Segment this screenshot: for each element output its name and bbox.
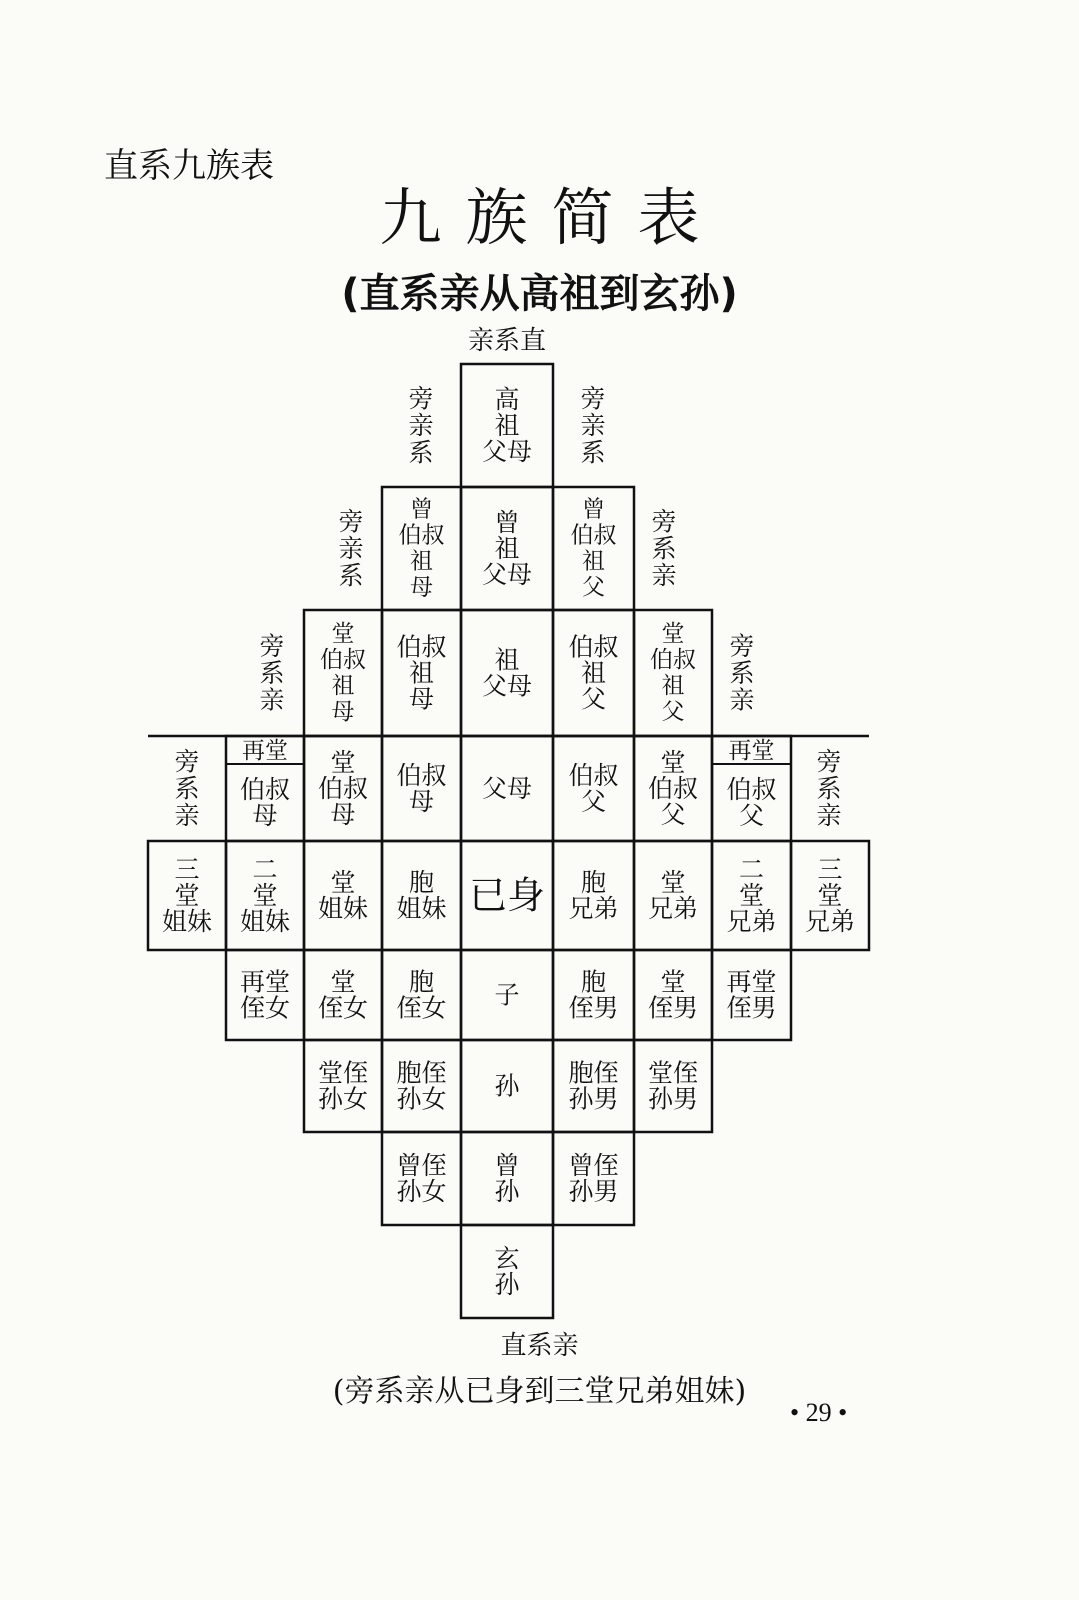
cell-text-line: 伯叔 <box>726 775 777 804</box>
cell-text-line: 姐妹 <box>161 907 213 936</box>
kinship-cell <box>461 1225 553 1318</box>
cell-text-line: 伯叔 <box>568 761 619 790</box>
cell-text-line: 侄男 <box>568 993 619 1023</box>
cell-text-line: 胞 <box>580 967 607 997</box>
kinship-cell <box>461 841 553 950</box>
side-label-char: 亲 <box>580 411 606 440</box>
kinship-cell <box>461 487 553 610</box>
cell-text-line: 祖 <box>494 645 520 675</box>
cell-text-line: 伯叔 <box>398 522 445 549</box>
kinship-cell <box>634 1040 712 1132</box>
cell-text-line: 祖 <box>580 658 607 688</box>
cell-text-line: 孙 <box>494 1270 520 1299</box>
kinship-cell <box>382 487 461 610</box>
cell-text-line: 祖 <box>410 548 433 575</box>
kinship-cell <box>461 736 553 841</box>
cell-text-line: 伯叔 <box>320 647 366 673</box>
cell-text-line: 堂 <box>330 967 356 997</box>
cell-text-line: 曾 <box>494 508 520 537</box>
cell-text-line: 堂 <box>738 881 765 910</box>
cell-text-line: 堂侄 <box>647 1058 699 1088</box>
kinship-cell <box>382 1132 461 1225</box>
kinship-cell <box>553 610 634 736</box>
side-label-char: 系 <box>729 658 755 688</box>
side-relation-label <box>580 384 605 467</box>
cell-text-line: 姐妹 <box>396 894 447 923</box>
cell-text-line: 母 <box>410 574 433 601</box>
cell-text-line: 孙女 <box>396 1177 447 1206</box>
side-label-char: 旁 <box>408 384 434 413</box>
cell-text-line: 曾 <box>410 496 433 523</box>
cell-text-line: 母 <box>330 800 356 829</box>
cell-text-line: 母 <box>331 699 355 725</box>
side-relation-label <box>338 507 363 590</box>
bottom-label: 直系亲 <box>500 1331 579 1361</box>
cell-text-line: 父 <box>738 801 765 830</box>
cell-text-line: 堂 <box>330 748 356 777</box>
side-label-char: 亲 <box>408 411 434 440</box>
side-label-char: 旁 <box>651 507 677 536</box>
cell-text-line: 兄弟 <box>568 894 619 923</box>
cell-text-line: 祖 <box>494 411 520 440</box>
cell-text-line: 孙女 <box>396 1084 447 1114</box>
section-title: 直系九族表 <box>104 146 274 186</box>
cell-text-line: 兄弟 <box>804 907 856 936</box>
kinship-cell <box>712 950 791 1040</box>
side-label-char: 旁 <box>259 631 285 661</box>
cell-text-line: 堂 <box>174 881 200 910</box>
kinship-cell <box>712 736 791 841</box>
cell-text-line: 三 <box>174 855 200 884</box>
cell-text-line: 父 <box>660 800 686 829</box>
cell-text-line: 堂侄 <box>317 1058 369 1088</box>
side-label-char: 亲 <box>729 685 755 715</box>
bottom-note: (旁系亲从已身到三堂兄弟姐妹) <box>332 1374 747 1409</box>
cell-text-line: 孙男 <box>568 1084 619 1114</box>
kinship-cell <box>382 1040 461 1132</box>
cell-text-line: 堂 <box>661 621 685 647</box>
cell-text-line: 胞 <box>408 868 435 897</box>
cell-text-line: 父母 <box>481 437 533 466</box>
side-label-char: 旁 <box>338 507 364 536</box>
kinship-cell <box>553 487 634 610</box>
kinship-cell <box>634 841 712 950</box>
kinship-cell <box>461 364 553 487</box>
cell-text-line: 伯叔 <box>568 632 619 662</box>
cell-text-line: 父母 <box>481 560 533 589</box>
side-label-char: 亲 <box>651 561 677 590</box>
cell-text-line: 伯叔 <box>396 761 447 790</box>
kinship-cell <box>304 1040 382 1132</box>
cell-text-line: 父 <box>661 699 685 725</box>
side-label-char: 系 <box>408 438 434 467</box>
side-label-char: 系 <box>816 774 842 803</box>
kinship-cell <box>226 736 304 841</box>
cell-text-line: 祖 <box>661 673 685 699</box>
cell-text-line: 曾 <box>494 1151 520 1180</box>
kinship-cell <box>461 950 553 1040</box>
page-number: • 29 • <box>790 1398 848 1427</box>
cell-text-line: 父母 <box>481 774 533 803</box>
side-label-char: 亲 <box>174 801 200 830</box>
kinship-cell <box>382 841 461 950</box>
cell-text-line: 母 <box>408 787 435 816</box>
cell-text-line: 三 <box>817 855 843 884</box>
kinship-cell <box>226 950 304 1040</box>
side-label-char: 亲 <box>259 685 285 715</box>
kinship-cell <box>304 950 382 1040</box>
side-label-char: 旁 <box>580 384 606 413</box>
kinship-cell <box>634 610 712 736</box>
sub-title: (直系亲从高祖到玄孙) <box>341 271 738 317</box>
side-relation-label <box>816 747 841 830</box>
side-label-char: 旁 <box>816 747 842 776</box>
kinship-cell <box>304 610 382 736</box>
kinship-cell <box>712 841 791 950</box>
cell-text-line: 侄女 <box>239 993 291 1023</box>
cell-text-line: 侄女 <box>396 993 447 1023</box>
kinship-cell <box>634 736 712 841</box>
cell-text-line: 胞 <box>580 868 607 897</box>
side-label-char: 系 <box>174 774 200 803</box>
cell-text-line: 堂 <box>330 868 356 897</box>
cell-text-line: 再堂 <box>239 967 291 997</box>
cell-text-line: 二 <box>252 855 278 884</box>
kinship-cell <box>461 610 553 736</box>
cell-text-line: 曾 <box>582 496 605 523</box>
kinship-cell <box>461 1132 553 1225</box>
cell-text-line: 伯叔 <box>396 632 447 662</box>
kinship-cell <box>553 736 634 841</box>
cell-text-line: 伯叔 <box>239 775 291 804</box>
kinship-cell <box>553 1040 634 1132</box>
cell-text-line: 胞侄 <box>396 1058 447 1088</box>
kinship-cell <box>304 841 382 950</box>
kinship-cell <box>553 1132 634 1225</box>
cell-text-line: 兄弟 <box>726 907 777 936</box>
cell-text-line: 堂 <box>660 868 686 897</box>
kinship-cell <box>461 1040 553 1132</box>
cell-text-line: 姐妹 <box>317 894 369 923</box>
cell-text-line: 再堂 <box>726 967 777 997</box>
side-relation-label <box>729 632 754 715</box>
kinship-cell <box>382 950 461 1040</box>
cell-text-line: 胞侄 <box>568 1058 619 1088</box>
side-relation-label <box>651 507 676 590</box>
kinship-cell <box>553 841 634 950</box>
cell-text-line: 已身 <box>468 873 546 918</box>
cell-text-line: 堂 <box>817 881 843 910</box>
side-label-char: 系 <box>338 561 364 590</box>
side-label-char: 系 <box>580 438 606 467</box>
side-label-char: 亲 <box>816 801 842 830</box>
cell-text-line: 侄女 <box>317 993 369 1023</box>
cell-text-line: 父 <box>580 787 607 816</box>
cell-text-line: 伯叔 <box>647 774 699 803</box>
cell-text-line: 伯叔 <box>317 774 369 803</box>
cell-text-line: 兄弟 <box>647 894 699 923</box>
cell-text-line: 伯叔 <box>650 647 696 673</box>
cell-header-text: 再堂 <box>242 738 288 764</box>
cell-text-line: 曾侄 <box>568 1151 619 1180</box>
kinship-cell <box>553 950 634 1040</box>
side-label-char: 旁 <box>729 631 755 661</box>
cell-header-text: 再堂 <box>728 738 775 764</box>
cell-text-line: 侄男 <box>647 993 699 1023</box>
cell-text-line: 孙男 <box>647 1084 699 1114</box>
cell-text-line: 侄男 <box>726 993 777 1023</box>
cell-text-line: 堂 <box>331 621 355 647</box>
cell-text-line: 堂 <box>660 748 686 777</box>
cell-text-line: 堂 <box>660 967 686 997</box>
kinship-cell <box>382 736 461 841</box>
kinship-cell <box>634 950 712 1040</box>
cell-text-line: 子 <box>494 980 520 1010</box>
side-label-char: 系 <box>651 534 677 563</box>
kinship-cell <box>382 610 461 736</box>
kinship-cell <box>148 841 226 950</box>
side-label-char: 旁 <box>174 747 200 776</box>
kinship-cell <box>304 736 382 841</box>
side-relation-label <box>259 632 284 715</box>
cell-text-line: 孙 <box>494 1071 520 1101</box>
cell-text-line: 祖 <box>494 534 520 563</box>
cell-text-line: 父 <box>580 684 607 714</box>
cell-text-line: 孙男 <box>568 1177 619 1206</box>
cell-text-line: 父 <box>582 574 605 601</box>
cell-text-line: 堂 <box>252 881 278 910</box>
cell-text-line: 祖 <box>582 548 605 575</box>
kinship-cell <box>791 841 869 950</box>
cell-text-line: 祖 <box>408 658 435 688</box>
cell-text-line: 伯叔 <box>570 522 617 549</box>
cell-text-line: 孙女 <box>317 1084 369 1114</box>
cell-text-line: 孙 <box>494 1177 520 1206</box>
cell-text-line: 母 <box>408 684 435 714</box>
side-relation-label <box>408 384 433 467</box>
main-title: 九族简表 <box>379 181 724 254</box>
cell-text-line: 高 <box>494 385 520 414</box>
cell-text-line: 二 <box>738 855 765 884</box>
cell-text-line: 姐妹 <box>239 907 291 936</box>
top-label: 亲系直 <box>467 326 547 356</box>
side-label-char: 亲 <box>338 534 364 563</box>
kinship-cell <box>226 841 304 950</box>
side-label-char: 系 <box>259 658 285 688</box>
cell-text-line: 曾侄 <box>396 1151 447 1180</box>
cell-text-line: 祖 <box>331 673 355 699</box>
cell-text-line: 玄 <box>494 1244 520 1273</box>
side-relation-label <box>174 747 199 830</box>
cell-text-line: 父母 <box>481 671 533 701</box>
cell-text-line: 母 <box>252 801 278 830</box>
cell-text-line: 胞 <box>408 967 435 997</box>
